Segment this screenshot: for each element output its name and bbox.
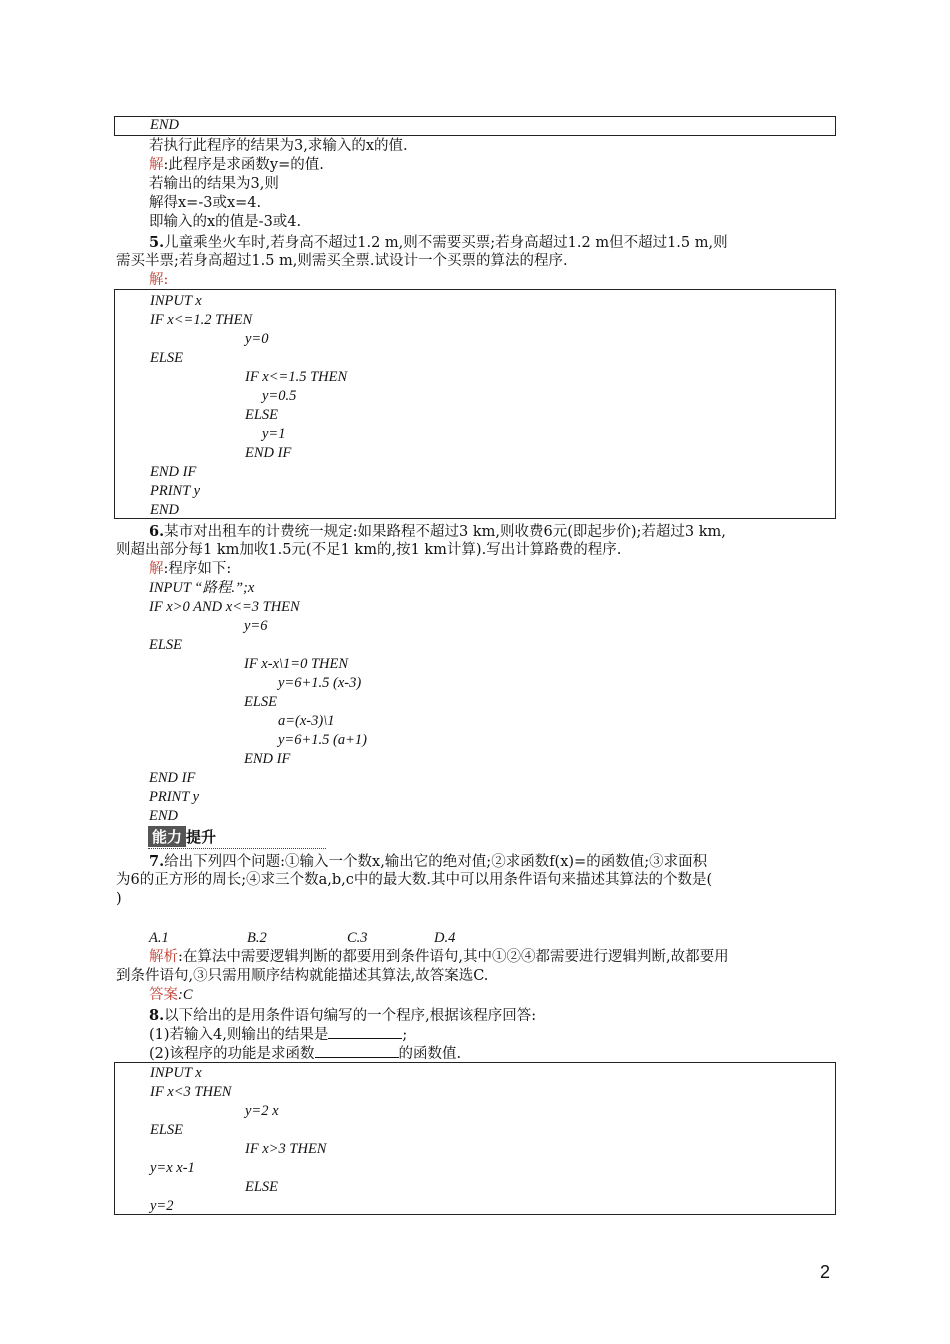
code-line: IF x<=1.5 THEN bbox=[245, 369, 348, 385]
answer-label: 答案 bbox=[149, 987, 178, 1003]
code-box-q8 bbox=[114, 1062, 836, 1215]
code-line: PRINT y bbox=[150, 483, 201, 499]
code-line: ELSE bbox=[245, 1179, 279, 1195]
option-d: D.4 bbox=[434, 930, 456, 946]
option-b: B.2 bbox=[247, 930, 267, 946]
analysis-line: 解析:在算法中需要逻辑判断的都要用到条件语句,其中①②④都需要进行逻辑判断,故都要用 bbox=[149, 949, 729, 965]
code-line: END IF bbox=[150, 464, 197, 480]
code-line: y=6 bbox=[244, 618, 268, 634]
question-7-cont: ) bbox=[116, 891, 122, 907]
analysis-label: 解析 bbox=[149, 949, 178, 965]
code-line: ELSE bbox=[149, 637, 183, 653]
answer-line: 答案:C bbox=[149, 987, 193, 1003]
section-banner-dark: 能力 bbox=[148, 826, 186, 847]
question-8-sub2: (2)该程序的功能是求函数 的函数值. bbox=[149, 1046, 462, 1062]
page-number: 2 bbox=[820, 1262, 831, 1282]
option-c: C.3 bbox=[347, 930, 368, 946]
question-5-cont: 需买半票;若身高超过1.5 m,则需买全票.试设计一个买票的算法的程序. bbox=[116, 253, 568, 269]
section-banner-light: 提升 bbox=[186, 828, 217, 846]
analysis-line: 到条件语句,③只需用顺序结构就能描述其算法,故答案选C. bbox=[116, 968, 489, 984]
code-line: INPUT x bbox=[150, 1065, 202, 1081]
code-line: ELSE bbox=[245, 407, 279, 423]
code-line: END bbox=[149, 808, 178, 824]
code-line: y=0 bbox=[245, 331, 269, 347]
code-line: ELSE bbox=[150, 350, 184, 366]
solution-label: 解: bbox=[149, 272, 169, 288]
question-7: 7.给出下列四个问题:①输入一个数x,输出它的绝对值;②求函数f(x)=的函数值;③求面积 bbox=[149, 853, 708, 870]
solution-label: 解 bbox=[149, 561, 164, 577]
code-line: END IF bbox=[149, 770, 196, 786]
answer-blank[interactable] bbox=[328, 1025, 402, 1039]
code-line: y=0.5 bbox=[262, 388, 297, 404]
code-line: a=(x-3)\1 bbox=[278, 713, 335, 729]
code-line: IF x-x\1=0 THEN bbox=[244, 656, 349, 672]
code-line: IF x<=1.2 THEN bbox=[150, 312, 253, 328]
code-line: y=6+1.5 (x-3) bbox=[278, 675, 362, 691]
code-line: ELSE bbox=[244, 694, 278, 710]
answer-blank[interactable] bbox=[315, 1044, 399, 1058]
solution-line: 即输入的x的值是-3或4. bbox=[149, 214, 302, 230]
code-line: ELSE bbox=[150, 1122, 184, 1138]
code-line: INPUT x bbox=[150, 293, 202, 309]
code-line: INPUT “路程.”;x bbox=[149, 580, 255, 596]
code-line: IF x<3 THEN bbox=[150, 1084, 232, 1100]
question-8-sub1: (1)若输入4,则输出的结果是 ; bbox=[149, 1027, 408, 1043]
question-7-cont: 为6的正方形的周长;④求三个数a,b,c中的最大数.其中可以用条件语句来描述其算法的个数是( bbox=[116, 872, 713, 888]
option-a: A.1 bbox=[149, 930, 169, 946]
solution-line: 解得x=-3或x=4. bbox=[149, 195, 262, 211]
code-line: END bbox=[150, 117, 179, 133]
code-line: y=6+1.5 (a+1) bbox=[278, 732, 367, 748]
solution-line: 解:此程序是求函数y=的值. bbox=[149, 157, 324, 173]
code-line: y=2 bbox=[150, 1198, 174, 1214]
code-line: IF x>0 AND x<=3 THEN bbox=[149, 599, 300, 615]
code-box-top bbox=[114, 116, 836, 136]
question-text: 若执行此程序的结果为3,求输入的x的值. bbox=[149, 138, 408, 154]
solution-label: 解 bbox=[149, 157, 164, 173]
code-line: y=2 x bbox=[245, 1103, 279, 1119]
question-6: 6.某市对出租车的计费统一规定:如果路程不超过3 km,则收费6元(即起步价);若超过3 km, bbox=[149, 523, 726, 540]
question-8: 8.以下给出的是用条件语句编写的一个程序,根据该程序回答: bbox=[149, 1007, 537, 1024]
code-line: IF x>3 THEN bbox=[245, 1141, 327, 1157]
solution-line: 解:程序如下: bbox=[149, 561, 232, 577]
code-line: y=1 bbox=[262, 426, 286, 442]
code-line: END bbox=[150, 502, 179, 518]
section-banner bbox=[148, 826, 326, 849]
code-box-q5 bbox=[114, 289, 836, 519]
code-line: y=x x-1 bbox=[150, 1160, 195, 1176]
code-line: END IF bbox=[244, 751, 291, 767]
question-5: 5.儿童乘坐火车时,若身高不超过1.2 m,则不需要买票;若身高超过1.2 m但不超过1.5 m,则 bbox=[149, 234, 728, 251]
code-line: END IF bbox=[245, 445, 292, 461]
solution-line: 若输出的结果为3,则 bbox=[149, 176, 279, 192]
question-6-cont: 则超出部分每1 km加收1.5元(不足1 km的,按1 km计算).写出计算路费的程序. bbox=[116, 542, 622, 558]
code-line: PRINT y bbox=[149, 789, 200, 805]
